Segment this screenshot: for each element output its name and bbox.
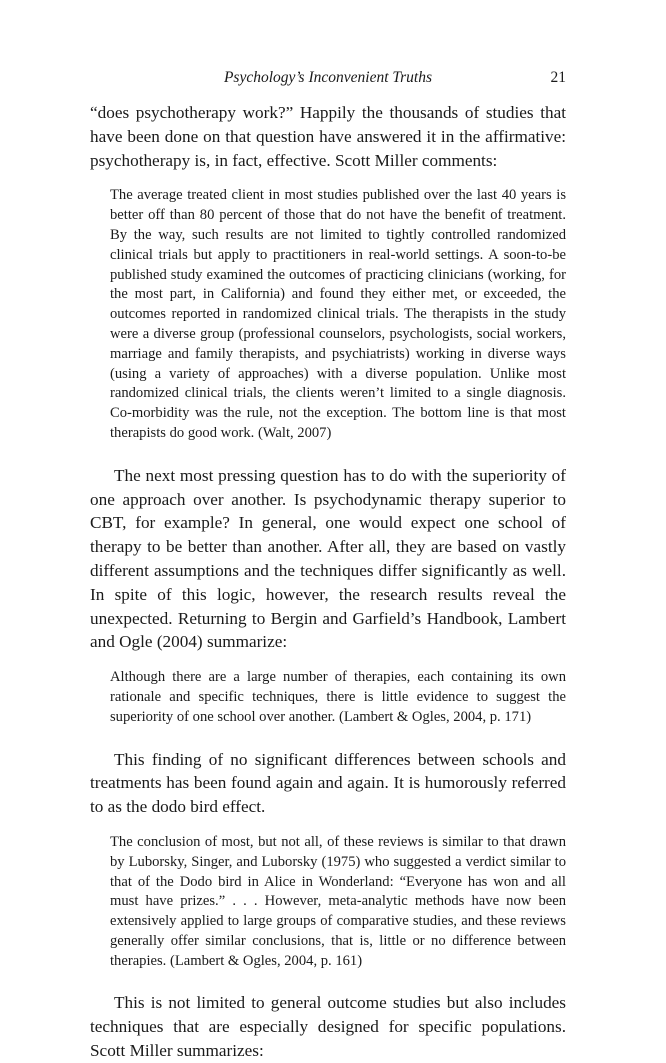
body-paragraph: “does psychotherapy work?” Happily the thousands of studies that have been done on that question have answered it in the affirmative: psychotherapy is, in fact, effective. Scott Miller comments: (90, 103, 566, 170)
block-quote: The average treated client in most studies published over the last 40 years is better off than 80 percent of those that do not have the benefit of treatment. By the way, such results are not limited to tightly controlled randomized clinical trials but apply to practitioners in real-world settings. A soon-to-be published study examined the outcomes of practicing clinicians (working, for the most part, in California) and found they either met, or exceeded, the outcomes reported in randomized clinical trials. The therapists in the study were a diverse group (professional counselors, psychologists, social workers, marriage and family therapists, and psychiatrists) working in diverse ways (using a variety of approaches) with a diverse population. Unlike most randomized clinical trials, the clients weren’t limited to a single diagnosis. Co-morbidity was the rule, not the exception. The bottom line is that most therapists do good work. (Walt, 2007) (110, 187, 566, 441)
body-paragraph: This finding of no significant differences between schools and treatments has been found again and again. It is humorously referred to as the dodo bird effect. (90, 749, 566, 817)
page-text (90, 101, 566, 1063)
running-header (90, 68, 566, 88)
page-number: 21 (550, 69, 566, 86)
running-title: Psychology’s Inconvenient Truths (223, 69, 433, 86)
block-quote: Although there are a large number of therapies, each containing its own rationale and specific techniques, there is little evidence to suggest the superiority of one school over another. (Lambert & Ogles, 2004, p. 171) (110, 669, 566, 725)
body-paragraph: This is not limited to general outcome studies but also includes techniques that are especially designed for specific populations. Scott Miller summarizes: (90, 993, 566, 1061)
block-quote: The conclusion of most, but not all, of these reviews is similar to that drawn by Luborsky, Singer, and Luborsky (1975) who suggested a verdict similar to that of the Dodo bird in Alice in Wonderland: “Everyone has won and all must have prizes.” . . . However, meta-analytic methods have now been extensively applied to large groups of comparative studies, and these reviews generally offer similar conclusions, that is, little or no difference between therapies. (Lambert & Ogles, 2004, p. 161) (110, 833, 566, 969)
body-paragraph: The next most pressing question has to do with the superiority of one approach over another. Is psychodynamic therapy superior to CBT, for example? In general, one would expect one school of therapy to be better than another. After all, they are based on vastly different assumptions and the techniques differ significantly as well. In spite of this logic, however, the research results reveal the unexpected. Returning to Bergin and Garfield’s Handbook, Lambert and Ogle (2004) summarize: (90, 465, 566, 652)
